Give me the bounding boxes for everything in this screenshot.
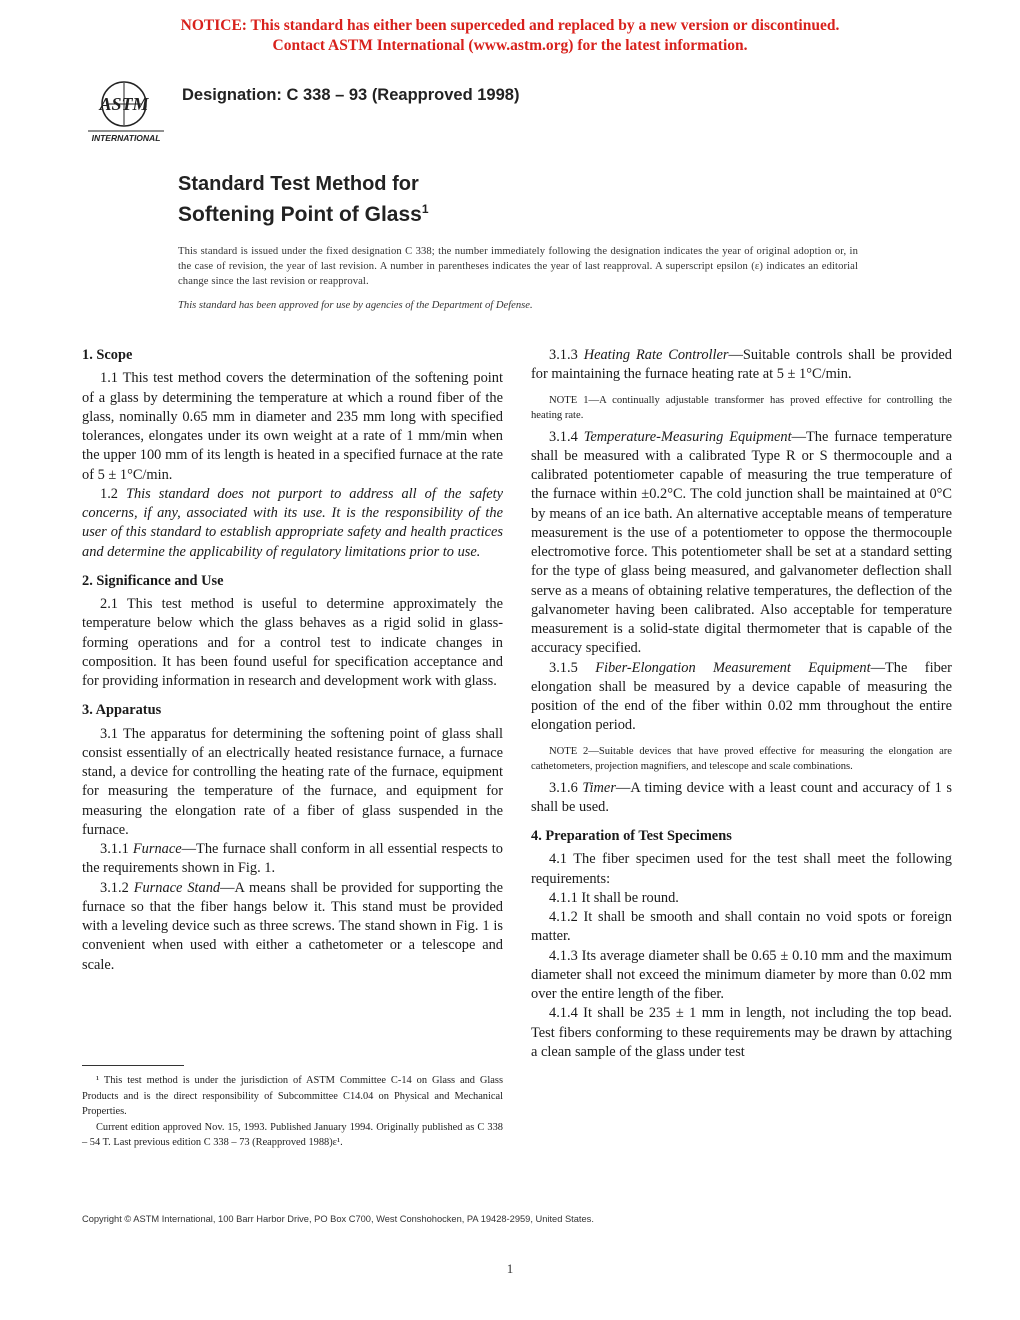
designation: Designation: C 338 – 93 (Reapproved 1998)	[182, 86, 520, 104]
footnote-2: Current edition approved Nov. 15, 1993. Published January 1994. Originally published as C 338 – 54 T. Last previous edition C 338 – 73 (Reapproved 1988)ε¹.	[82, 1121, 503, 1148]
note-2: NOTE 2—Suitable devices that have proved effective for measuring the elongation are cathetometers, projection magnifiers, and telescope and scale combinations.	[531, 745, 952, 772]
para-4-1-4: 4.1.4 It shall be 235 ± 1 mm in length, not including the top bead. Test fibers conforming to these requirements may be drawn by attaching a clean sample of the glass under test	[531, 1005, 952, 1060]
footnotes	[82, 1073, 503, 1151]
section-3-heading: 3. Apparatus	[82, 702, 162, 719]
para-3-1-5-num: 3.1.5	[549, 659, 578, 676]
para-1-2-text: This standard does not purport to address all of the safety concerns, if any, associated with its use. It is the responsibility of the user of this standard to establish appropriate safety and health practices and determine the applicability of regulatory limitations prior to use.	[82, 485, 503, 560]
section-1-heading: 1. Scope	[82, 347, 133, 363]
para-3-1-5-term: Fiber-Elongation Measurement Equipment	[595, 659, 871, 676]
left-column	[82, 346, 503, 975]
para-3-1-3-num: 3.1.3	[549, 347, 578, 363]
para-3-1-2-term: Furnace Stand	[133, 879, 221, 896]
title-line-1: Standard Test Method for	[178, 173, 419, 195]
para-3-1-6	[531, 779, 952, 818]
title-footnote-mark: 1	[421, 202, 429, 216]
para-3-1: 3.1 The apparatus for determining the softening point of glass shall consist essentially of an electrically heated resistance furnace, a furnace stand, a device for controlling the heating rate of the furnace, equipment for measuring the temperature of the furnace, and equipment for measuring the elongation rate of a fiber of glass suspended in the furnace.	[82, 725, 503, 838]
para-3-1-3-term: Heating Rate Controller	[583, 347, 729, 363]
para-3-1-4-term: Temperature-Measuring Equipment	[583, 428, 792, 445]
section-4-heading: 4. Preparation of Test Specimens	[531, 828, 732, 844]
page-number: 1	[506, 1261, 514, 1276]
notice-line-2: Contact ASTM International (www.astm.org) for the latest information.	[272, 37, 748, 54]
logo-subtitle: INTERNATIONAL	[91, 133, 161, 143]
para-2-1: 2.1 This test method is useful to determine approximately the temperature below which the glass behaves as a rigid solid in glass-forming operations and for a control test to indicate changes in composition. It has been found useful for specification acceptance and for providing information in research and development work with glass.	[82, 596, 503, 689]
title-line-2	[178, 197, 429, 227]
logo-letters: ASTM	[99, 94, 149, 114]
para-3-1-2	[82, 879, 503, 975]
para-3-1-5-text: —The fiber elongation shall be measured by a device capable of measuring the position of the end of the fiber within 0.02 mm throughout the entire elongation period.	[531, 659, 952, 734]
copyright-line: Copyright © ASTM International, 100 Barr Harbor Drive, PO Box C700, West Conshohocken, PA 19428-2959, United States.	[82, 1214, 594, 1224]
para-4-1: 4.1 The fiber specimen used for the test shall meet the following requirements:	[531, 851, 952, 887]
note-1: NOTE 1—A continually adjustable transformer has proved effective for controlling the heating rate.	[531, 394, 952, 421]
document-title	[178, 172, 429, 227]
para-4-1-2: 4.1.2 It shall be smooth and shall contain no void spots or foreign matter.	[531, 909, 952, 945]
astm-logo-icon	[84, 74, 172, 146]
para-3-1-6-term: Timer	[582, 779, 616, 796]
para-3-1-4	[531, 428, 952, 659]
para-3-1-3	[531, 346, 952, 385]
section-2-heading: 2. Significance and Use	[82, 572, 224, 589]
right-column	[531, 346, 952, 1062]
para-3-1-1-term: Furnace	[132, 841, 182, 857]
astm-logo	[84, 74, 172, 146]
dod-approval-note: This standard has been approved for use by agencies of the Department of Defense.	[178, 300, 533, 311]
para-4-1-3: 4.1.3 Its average diameter shall be 0.65 ± 0.10 mm and the maximum diameter shall not exceed the minimum diameter by more than 0.02 mm over the entire length of the fiber.	[531, 947, 952, 1002]
para-4-1-1: 4.1.1 It shall be round.	[549, 889, 679, 906]
para-1-1: 1.1 This test method covers the determination of the softening point of a glass by determining the temperature at which a round fiber of the glass, nominally 0.65 mm in diameter and 235 mm long with specified tolerances, elongates under its own weight at a rate of 1 mm/min when the upper 100 mm of its length is heated in a specified furnace at the rate of 5 ± 1°C/min.	[82, 370, 503, 483]
notice-line-1: NOTICE: This standard has either been superceded and replaced by a new version or discontinued.	[180, 17, 840, 34]
notice-banner	[0, 16, 1020, 56]
para-3-1-1	[82, 840, 503, 879]
para-3-1-6-text: —A timing device with a least count and accuracy of 1 s shall be used.	[531, 779, 952, 815]
issuance-note: This standard is issued under the fixed designation C 338; the number immediately following the designation indicates the year of original adoption or, in the case of revision, the year of last revision. A number in parentheses indicates the year of last reapproval. A superscript epsilon (ε) indicates an editorial change since the last revision or reapproval.	[178, 246, 858, 287]
para-3-1-5	[531, 659, 952, 736]
para-3-1-2-text: —A means shall be provided for supporting the furnace so that the fiber hangs below it. This stand must be provided with a leveling device such as three screws. The stand shown in Fig. 1 is convenient when used with either a cathetometer or a telescope and scale.	[82, 879, 503, 973]
title-line-2-text: Softening Point of Glass	[178, 203, 422, 226]
para-3-1-4-num: 3.1.4	[549, 428, 578, 445]
para-3-1-1-text: —The furnace shall conform in all essential respects to the requirements shown in Fig. 1.	[82, 841, 503, 877]
footnote-1: ¹ This test method is under the jurisdiction of ASTM Committee C-14 on Glass and Glass Products and is the direct responsibility of Subcommittee C14.04 on Physical and Mechanical Properties.	[82, 1075, 503, 1117]
para-1-2-num: 1.2	[100, 485, 118, 502]
para-3-1-3-text: —Suitable controls shall be provided for maintaining the furnace heating rate at 5 ± 1°C/min.	[531, 347, 952, 383]
para-3-1-6-num: 3.1.6	[549, 779, 578, 796]
para-3-1-1-num: 3.1.1	[100, 841, 129, 857]
para-3-1-2-num: 3.1.2	[100, 879, 129, 896]
footnote-divider	[82, 1065, 184, 1066]
para-1-2	[82, 485, 503, 562]
para-3-1-4-text: —The furnace temperature shall be measured with a calibrated Type R or S thermocouple and a calibrated potentiometer capable of measuring the true temperature of the furnace within ±0.2°C. The cold junction shall be maintained at 0°C by means of an ice bath. An alternative acceptable means of temperature measurement is the use of a potentiometer to oppose the thermocouple electromotive force. This potentiometer shall be set at a standard setting for the type of glass being measured, and galvanometer deflection shall serve as a means of obtaining relative temperatures, the deflection of the galvanometer having been calibrated. Also acceptable for temperature measurement is a solid-state digital thermometer that is capable of the accuracy specified.	[531, 428, 952, 657]
